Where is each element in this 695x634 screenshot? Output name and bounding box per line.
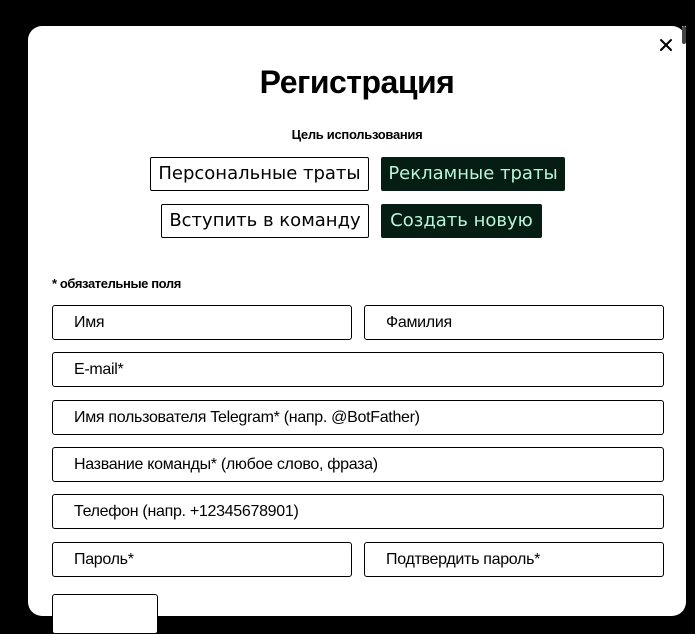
team-name-input[interactable] xyxy=(52,447,664,482)
dialog-title: Регистрация xyxy=(259,64,455,100)
required-fields-note: * обязательные поля xyxy=(52,276,181,291)
first-name-input[interactable] xyxy=(52,305,352,340)
scrollbar[interactable] xyxy=(682,26,686,600)
submit-button[interactable] xyxy=(52,594,158,634)
close-icon xyxy=(657,36,675,54)
telegram-input[interactable] xyxy=(52,400,664,435)
password-input[interactable] xyxy=(52,542,352,577)
confirm-password-input[interactable] xyxy=(364,542,664,577)
purpose-advertising-button[interactable]: Рекламные траты xyxy=(381,157,565,191)
registration-dialog xyxy=(28,26,686,616)
purpose-personal-button[interactable]: Персональные траты xyxy=(150,157,369,191)
email-input[interactable] xyxy=(52,352,664,387)
last-name-input[interactable] xyxy=(364,305,664,340)
join-team-button[interactable]: Вступить в команду xyxy=(161,204,369,238)
close-button[interactable] xyxy=(657,36,675,54)
scrollbar-thumb[interactable] xyxy=(682,26,686,44)
create-team-button[interactable]: Создать новую xyxy=(381,204,542,238)
purpose-label: Цель использования xyxy=(291,127,423,142)
phone-input[interactable] xyxy=(52,494,664,529)
